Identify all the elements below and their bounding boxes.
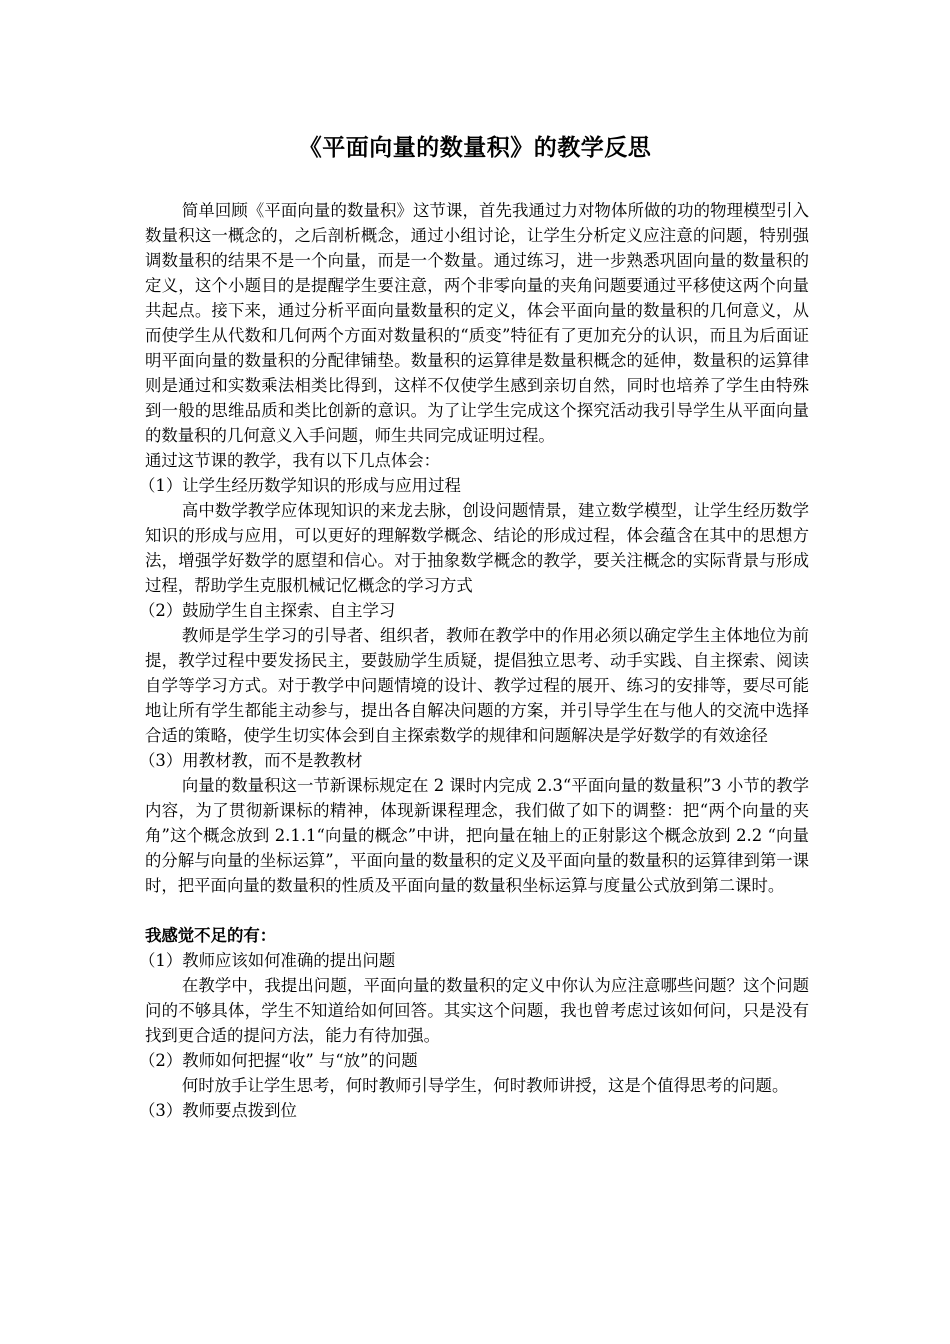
intro-paragraph: 简单回顾《平面向量的数量积》这节课，首先我通过力对物体所做的功的物理模型引入数量积这一概念的，之后剖析概念，通过小组讨论，让学生分析定义应注意的问题，特别强调数量积的结果不是一个向量，而是一个数量。通过练习，进一步熟悉巩固向量的数量积的定义，这个小题目的是提醒学生要注意，两个非零向量的夹角问题要通过平移使这两个向量共起点。接下来，通过分析平面向量数量积的定义，体会平面向量的数量积的几何意义，从而使学生从代数和几何两个方面对数量积的“质变”特征有了更加充分的认识，而且为后面证明平面向量的数量积的分配律铺垫。数量积的运算律是数量积概念的延伸，数量积的运算律则是通过和实数乘法相类比得到，这样不仅使学生感到亲切自然，同时也培养了学生由特殊到一般的思维品质和类比创新的意识。为了让学生完成这个探究活动我引导学生从平面向量的数量积的几何意义入手问题，师生共同完成证明过程。: [145, 201, 809, 445]
point-heading-2: （2）鼓励学生自主探索、自主学习: [139, 601, 396, 620]
shortcoming-heading-1: （1）教师应该如何准确的提出问题: [139, 951, 396, 970]
document-body: [139, 198, 810, 1123]
point-heading-1: （1）让学生经历数学知识的形成与应用过程: [139, 476, 461, 495]
shortcoming-heading-3: （3）教师要点拨到位: [139, 1101, 297, 1120]
point-heading-3: （3）用教材教，而不是教教材: [139, 751, 363, 770]
point-paragraph-3: 向量的数量积这一节新课标规定在 2 课时内完成 2.3“平面向量的数量积”3 小节的教学内容，为了贯彻新课标的精神，体现新课程理念，我们做了如下的调整：把“两个向量的夹角”这个概念放到 2.1.1“向量的概念”中讲，把向量在轴上的正射影这个概念放到 2.2 “向量的分解与向量的坐标运算”，平面向量的数量积的定义及平面向量的数量积的运算律到第一课时，把平面向量的数量积的性质及平面向量的数量积坐标运算与度量公式放到第二课时。: [145, 776, 810, 895]
shortcoming-paragraph-2: 何时放手让学生思考，何时教师引导学生，何时教师讲授，这是个值得思考的问题。: [181, 1076, 789, 1095]
point-paragraph-1: 高中数学教学应体现知识的来龙去脉，创设问题情景，建立数学模型，让学生经历数学知识的形成与应用，可以更好的理解数学概念、结论的形成过程，体会蕴含在其中的思想方法，增强学好数学的愿望和信心。对于抽象数学概念的教学，要关注概念的实际背景与形成过程，帮助学生克服机械记忆概念的学习方式: [145, 501, 809, 595]
summary-line: 通过这节课的教学，我有以下几点体会：: [145, 451, 441, 470]
shortcoming-paragraph-1: 在教学中，我提出问题，平面向量的数量积的定义中你认为应注意哪些问题？这个问题问的不够具体，学生不知道给如何回答。其实这个问题，我也曾考虑过该如何问，只是没有找到更合适的提问方法，能力有待加强。: [145, 976, 809, 1045]
shortcoming-heading-2: （2）教师如何把握“收” 与“放”的问题: [139, 1051, 418, 1070]
point-paragraph-2: 教师是学生学习的引导者、组织者，教师在教学中的作用必须以确定学生主体地位为前提，教学过程中要发扬民主，要鼓励学生质疑，提倡独立思考、动手实践、自主探索、阅读自学等学习方式。对于教学中问题情境的设计、教学过程的展开、练习的安排等，要尽可能地让所有学生都能主动参与，提出各自解决问题的方案，并引导学生在与他人的交流中选择合适的策略，使学生切实体会到自主探索数学的规律和问题解决是学好数学的有效途径: [145, 626, 809, 745]
page-title: 《平面向量的数量积》的教学反思: [298, 134, 652, 161]
shortcomings-heading: 我感觉不足的有：: [145, 926, 277, 945]
